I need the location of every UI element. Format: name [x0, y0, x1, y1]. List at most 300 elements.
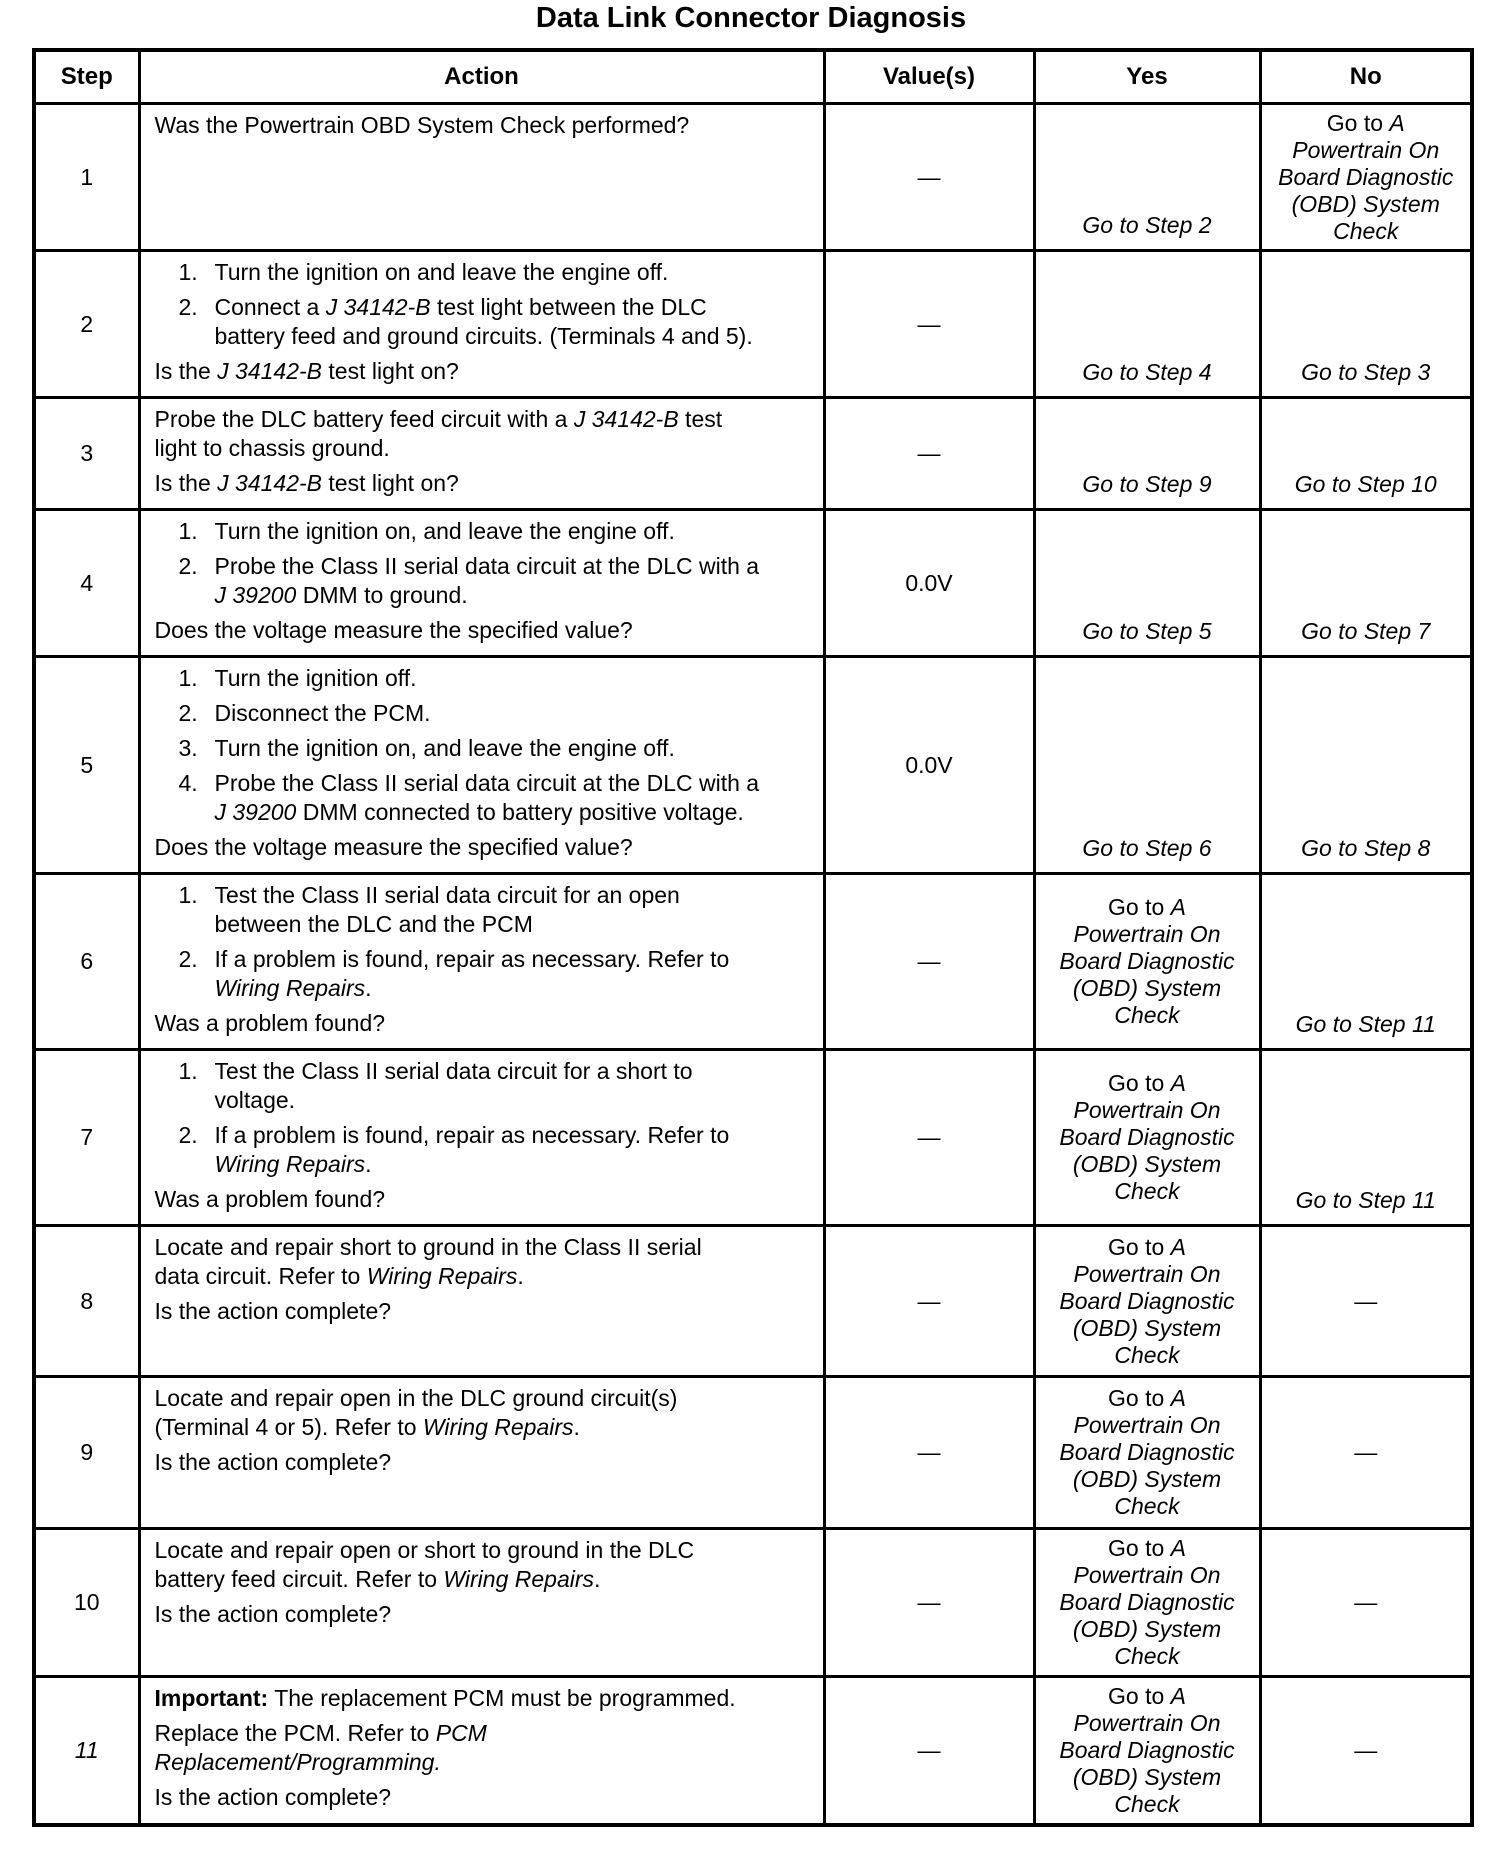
no-cell [1260, 1050, 1472, 1226]
action-paragraph [155, 1384, 815, 1442]
text-segment: Probe the Class II serial data circuit at the DLC with a [214, 553, 760, 579]
text-segment: If a problem is found, repair as necessary. Refer to [214, 1122, 730, 1148]
table-row [34, 398, 1472, 510]
col-header-step: Step [34, 50, 139, 104]
action-cell [139, 251, 824, 398]
text-segment: — [1354, 1439, 1378, 1465]
text-segment: Important: [154, 1685, 269, 1711]
text-segment: — [917, 163, 941, 190]
text-segment: A [1389, 109, 1405, 136]
list-number: 1. [178, 882, 198, 908]
text-segment: Go to Step 7 [1301, 618, 1431, 644]
table-row [34, 1529, 1472, 1677]
obd-line [1042, 1589, 1253, 1616]
text-segment: (OBD) System [1072, 1151, 1222, 1177]
text-segment: Board Diagnostic [1059, 1589, 1235, 1615]
value-cell [824, 874, 1034, 1050]
text-segment: (OBD) System [1291, 190, 1440, 217]
yes-cell [1034, 1529, 1260, 1677]
obd-line [1042, 1178, 1253, 1205]
obd-line [1042, 1097, 1253, 1124]
text-segment: (OBD) System [1072, 1763, 1222, 1790]
action-cell [139, 1677, 824, 1825]
no-cell [1260, 657, 1472, 874]
text-segment: J 34142-B [573, 406, 679, 432]
text-segment: DMM to ground. [296, 582, 468, 608]
action-cell [139, 510, 824, 657]
obd-line [1042, 1234, 1253, 1261]
no-cell [1260, 1677, 1472, 1825]
text-segment: — [917, 310, 941, 337]
text-segment: Go to Step 6 [1082, 835, 1212, 861]
text-segment: Test the Class II serial data circuit for an open [214, 882, 680, 908]
yes-cell [1034, 874, 1260, 1050]
text-segment: Is the action complete? [154, 1784, 392, 1810]
text-segment: Go to [1108, 1535, 1171, 1561]
no-cell [1260, 398, 1472, 510]
text-segment: Go to Step 9 [1082, 471, 1212, 497]
diagnosis-table [32, 48, 1474, 1827]
text-segment: test [678, 406, 723, 432]
text-segment: . [365, 1151, 372, 1177]
text-segment: A [1170, 1682, 1186, 1709]
text-segment: Go to [1108, 1233, 1171, 1260]
table-row [34, 1050, 1472, 1226]
action-list-item [155, 734, 815, 763]
text-segment: . [517, 1263, 524, 1289]
text-segment: Go to Step 4 [1082, 359, 1212, 385]
list-number: 2. [178, 946, 198, 972]
text-segment: A [1170, 1385, 1186, 1411]
text-segment: Disconnect the PCM. [214, 700, 431, 726]
action-cell [139, 874, 824, 1050]
text-segment: test light on? [322, 358, 459, 384]
col-header-action: Action [139, 50, 824, 104]
text-segment: Go to [1108, 1385, 1171, 1411]
dash-line [832, 1589, 1027, 1616]
text-segment: J 34142-B [217, 358, 323, 384]
text-segment: Go to Step 3 [1301, 359, 1431, 385]
yes-cell [1034, 398, 1260, 510]
action-list-item [155, 945, 815, 1003]
action-list-item [155, 1057, 815, 1115]
step-cell: 4 [34, 510, 139, 657]
action-list-item [155, 769, 815, 827]
action-list-item [155, 517, 815, 546]
text-segment: Is the action complete? [154, 1449, 392, 1475]
action-paragraph [155, 1185, 815, 1214]
text-segment: Turn the ignition on, and leave the engine off. [214, 735, 675, 761]
text-segment: (OBD) System [1072, 1616, 1222, 1642]
yes-cell [1034, 657, 1260, 874]
value-cell [824, 657, 1034, 874]
dash-line [832, 440, 1027, 467]
table-row [34, 874, 1472, 1050]
text-segment: Go to Step 8 [1301, 835, 1431, 861]
obd-line [1042, 1643, 1253, 1670]
value-cell [824, 251, 1034, 398]
value-cell [824, 510, 1034, 657]
goto-line [1268, 618, 1465, 645]
obd-line [1042, 921, 1253, 948]
text-segment: Board Diagnostic [1059, 1736, 1235, 1763]
text-segment: Wiring Repairs [443, 1566, 595, 1592]
no-cell [1260, 1226, 1472, 1377]
text-segment: — [917, 1287, 941, 1314]
action-cell [139, 1529, 824, 1677]
text-segment: Does the voltage measure the specified value? [154, 617, 633, 643]
text-segment: The replacement PCM must be programmed. [268, 1685, 736, 1711]
text-segment: Go to Step 2 [1082, 212, 1212, 238]
goto-line [1042, 471, 1253, 498]
list-number: 1. [178, 1058, 198, 1084]
obd-line [1042, 894, 1253, 921]
text-segment: Was the Powertrain OBD System Check performed? [154, 112, 690, 138]
step-cell: 5 [34, 657, 139, 874]
action-paragraph [155, 1009, 815, 1038]
text-segment: J 34142-B [325, 294, 431, 320]
dash-line [832, 164, 1027, 191]
text-segment: J 39200 [214, 582, 297, 608]
text-segment: Connect a [214, 294, 326, 320]
value-cell [824, 104, 1034, 251]
text-segment: A [1170, 1535, 1186, 1561]
text-segment: Board Diagnostic [1059, 948, 1235, 974]
obd-line [1042, 1493, 1253, 1520]
text-segment: Is the [154, 470, 218, 496]
text-segment: — [917, 948, 941, 974]
text-segment: Powertrain On [1073, 921, 1221, 947]
col-header-yes: Yes [1034, 50, 1260, 104]
obd-line [1042, 1737, 1253, 1764]
dash-line [832, 948, 1027, 975]
no-cell [1260, 1377, 1472, 1529]
goto-line [1042, 212, 1253, 239]
text-segment: battery feed and ground circuits. (Terminals 4 and 5). [214, 323, 753, 349]
text-segment: J 39200 [214, 799, 297, 825]
text-segment: Go to [1108, 894, 1171, 920]
step-cell: 11 [34, 1677, 139, 1825]
text-segment: Wiring Repairs [214, 975, 366, 1001]
text-segment: . [573, 1414, 580, 1440]
list-number: 2. [178, 1122, 198, 1148]
action-paragraph [155, 469, 815, 498]
table-row [34, 1226, 1472, 1377]
action-list-item [155, 664, 815, 693]
text-segment: PCM [435, 1720, 487, 1746]
text-segment: — [917, 1589, 941, 1615]
action-paragraph [155, 1684, 815, 1713]
text-segment: DMM connected to battery positive voltage. [296, 799, 744, 825]
table-row [34, 251, 1472, 398]
action-cell [139, 657, 824, 874]
yes-cell [1034, 1226, 1260, 1377]
text-segment: Go to Step 10 [1294, 471, 1437, 497]
text-segment: — [1354, 1736, 1378, 1763]
text-segment: (OBD) System [1072, 975, 1222, 1001]
step-cell: 3 [34, 398, 139, 510]
text-segment: (Terminal 4 or 5). Refer to [154, 1414, 423, 1440]
text-segment: Board Diagnostic [1059, 1287, 1235, 1314]
text-segment: Wiring Repairs [422, 1414, 574, 1440]
obd-line [1042, 1315, 1253, 1342]
col-header-no: No [1260, 50, 1472, 104]
text-segment: Go to Step 11 [1295, 1011, 1436, 1037]
obd-line [1042, 1002, 1253, 1029]
goto-line [1268, 359, 1465, 386]
action-paragraph [155, 833, 815, 862]
text-segment: Check [1114, 1643, 1180, 1669]
obd-line [1042, 1288, 1253, 1315]
text-segment: Check [1333, 217, 1399, 244]
text-segment: Was a problem found? [154, 1010, 386, 1036]
value-line [832, 570, 1027, 597]
text-segment: Check [1114, 1493, 1180, 1519]
text-segment: . [365, 975, 372, 1001]
text-segment: A [1170, 894, 1186, 920]
header-row [34, 50, 1472, 104]
yes-cell [1034, 1677, 1260, 1825]
table-row [34, 657, 1472, 874]
action-cell [139, 398, 824, 510]
text-segment: Powertrain On [1073, 1709, 1221, 1736]
text-segment: Is the action complete? [154, 1298, 392, 1324]
text-segment: — [917, 440, 941, 466]
text-segment: — [917, 1439, 941, 1465]
text-segment: Check [1114, 1341, 1180, 1368]
text-segment: Probe the DLC battery feed circuit with a [154, 406, 574, 432]
action-list-item [155, 293, 815, 351]
action-list-item [155, 699, 815, 728]
obd-line [1042, 1466, 1253, 1493]
text-segment: Check [1114, 1790, 1180, 1817]
goto-line [1268, 471, 1465, 498]
step-cell: 6 [34, 874, 139, 1050]
text-segment: Replacement/Programming. [154, 1749, 441, 1775]
goto-line [1042, 835, 1253, 862]
text-segment: Is the action complete? [154, 1601, 392, 1627]
text-segment: test light between the DLC [430, 294, 707, 320]
text-segment: Board Diagnostic [1059, 1439, 1235, 1465]
value-cell [824, 398, 1034, 510]
text-segment: . [594, 1566, 601, 1592]
text-segment: If a problem is found, repair as necessary. Refer to [214, 946, 730, 972]
step-cell: 10 [34, 1529, 139, 1677]
obd-line [1042, 1070, 1253, 1097]
text-segment: Does the voltage measure the specified value? [154, 834, 633, 860]
action-paragraph [155, 357, 815, 386]
action-paragraph [155, 1600, 815, 1629]
obd-line [1042, 1151, 1253, 1178]
text-segment: 0.0V [905, 569, 953, 596]
action-list-item [155, 881, 815, 939]
action-paragraph [155, 1783, 815, 1812]
no-cell [1260, 510, 1472, 657]
text-segment: Powertrain On [1073, 1412, 1221, 1438]
table-row [34, 1677, 1472, 1825]
text-segment: Board Diagnostic [1278, 163, 1454, 190]
list-number: 1. [178, 518, 198, 544]
obd-line [1042, 1385, 1253, 1412]
goto-line [1042, 618, 1253, 645]
obd-line [1268, 191, 1465, 218]
text-segment: Powertrain On [1073, 1097, 1221, 1123]
action-cell [139, 1050, 824, 1226]
obd-line [1042, 1342, 1253, 1369]
table-row [34, 104, 1472, 251]
step-cell: 7 [34, 1050, 139, 1226]
dash-line [1268, 1737, 1465, 1764]
no-cell [1260, 874, 1472, 1050]
obd-line [1268, 110, 1465, 137]
action-list-item [155, 552, 815, 610]
value-cell [824, 1529, 1034, 1677]
value-cell [824, 1377, 1034, 1529]
step-cell: 8 [34, 1226, 139, 1377]
text-segment: Wiring Repairs [214, 1151, 366, 1177]
yes-cell [1034, 510, 1260, 657]
action-cell [139, 104, 824, 251]
obd-line [1042, 1261, 1253, 1288]
table-row [34, 510, 1472, 657]
list-number: 2. [178, 553, 198, 579]
text-segment: Check [1114, 1178, 1180, 1204]
text-segment: Go to [1326, 109, 1390, 136]
goto-line [1268, 835, 1465, 862]
value-cell [824, 1677, 1034, 1825]
dash-line [832, 1439, 1027, 1466]
list-number: 1. [178, 259, 198, 285]
value-line [832, 752, 1027, 779]
text-segment: test light on? [322, 470, 459, 496]
text-segment: Test the Class II serial data circuit for a short to [214, 1058, 693, 1084]
action-paragraph [155, 405, 815, 463]
action-cell [139, 1377, 824, 1529]
text-segment: Go to [1108, 1682, 1171, 1709]
text-segment: Locate and repair open or short to ground in the DLC [154, 1537, 695, 1563]
dash-line [832, 311, 1027, 338]
dash-line [1268, 1589, 1465, 1616]
action-paragraph [155, 616, 815, 645]
text-segment: Was a problem found? [154, 1186, 386, 1212]
text-segment: Turn the ignition off. [214, 665, 417, 691]
text-segment: Powertrain On [1292, 136, 1440, 163]
action-paragraph [155, 1719, 815, 1777]
list-number: 3. [178, 735, 198, 761]
obd-line [1042, 1124, 1253, 1151]
action-paragraph [155, 1297, 815, 1326]
dash-line [832, 1288, 1027, 1315]
value-cell [824, 1050, 1034, 1226]
action-paragraph [155, 1233, 815, 1291]
obd-line [1042, 975, 1253, 1002]
dash-line [832, 1124, 1027, 1151]
list-number: 4. [178, 770, 198, 796]
value-cell [824, 1226, 1034, 1377]
text-segment: Check [1114, 1002, 1180, 1028]
text-segment: (OBD) System [1072, 1466, 1222, 1492]
action-cell [139, 1226, 824, 1377]
goto-line [1042, 359, 1253, 386]
obd-line [1268, 137, 1465, 164]
action-paragraph [155, 1448, 815, 1477]
text-segment: Board Diagnostic [1059, 1124, 1235, 1150]
step-cell: 9 [34, 1377, 139, 1529]
obd-line [1042, 1535, 1253, 1562]
no-cell [1260, 1529, 1472, 1677]
text-segment: Locate and repair open in the DLC ground circuit(s) [154, 1385, 678, 1411]
list-number: 2. [178, 294, 198, 320]
table-body [34, 104, 1472, 1825]
no-cell [1260, 251, 1472, 398]
yes-cell [1034, 1050, 1260, 1226]
obd-line [1042, 1616, 1253, 1643]
goto-line [1268, 1011, 1465, 1038]
step-cell: 1 [34, 104, 139, 251]
goto-line [1268, 1187, 1465, 1214]
obd-line [1042, 1562, 1253, 1589]
text-segment: data circuit. Refer to [154, 1263, 367, 1289]
text-segment: battery feed circuit. Refer to [154, 1566, 444, 1592]
text-segment: — [917, 1124, 941, 1150]
text-segment: J 34142-B [217, 470, 323, 496]
text-segment: (OBD) System [1072, 1314, 1222, 1341]
col-header-values: Value(s) [824, 50, 1034, 104]
action-paragraph [155, 1536, 815, 1594]
text-segment: Wiring Repairs [366, 1263, 518, 1289]
text-segment: — [1354, 1287, 1378, 1314]
text-segment: Turn the ignition on, and leave the engine off. [214, 518, 675, 544]
obd-line [1042, 948, 1253, 975]
text-segment: between the DLC and the PCM [214, 911, 533, 937]
yes-cell [1034, 251, 1260, 398]
obd-line [1268, 218, 1465, 245]
text-segment: light to chassis ground. [154, 435, 390, 461]
text-segment: Locate and repair short to ground in the Class II serial [154, 1234, 702, 1260]
action-list-item [155, 1121, 815, 1179]
table-row [34, 1377, 1472, 1529]
dash-line [1268, 1288, 1465, 1315]
obd-line [1042, 1764, 1253, 1791]
dash-line [832, 1737, 1027, 1764]
text-segment: A [1170, 1233, 1186, 1260]
obd-line [1268, 164, 1465, 191]
text-segment: Is the [154, 358, 218, 384]
text-segment: Powertrain On [1073, 1260, 1221, 1287]
text-segment: 0.0V [905, 751, 953, 778]
text-segment: A [1170, 1070, 1186, 1096]
action-paragraph [155, 111, 815, 140]
obd-line [1042, 1791, 1253, 1818]
obd-line [1042, 1710, 1253, 1737]
text-segment: — [1354, 1589, 1378, 1615]
yes-cell [1034, 1377, 1260, 1529]
list-number: 2. [178, 700, 198, 726]
obd-line [1042, 1683, 1253, 1710]
page-title: Data Link Connector Diagnosis [535, 2, 967, 34]
text-segment: voltage. [214, 1087, 296, 1113]
dash-line [1268, 1439, 1465, 1466]
text-segment: Replace the PCM. Refer to [154, 1720, 436, 1746]
obd-line [1042, 1412, 1253, 1439]
no-cell [1260, 104, 1472, 251]
text-segment: — [917, 1736, 941, 1763]
text-segment: Go to [1108, 1070, 1171, 1096]
step-cell: 2 [34, 251, 139, 398]
text-segment: Probe the Class II serial data circuit at the DLC with a [214, 770, 760, 796]
text-segment: Turn the ignition on and leave the engine off. [214, 259, 669, 285]
text-segment: Go to Step 5 [1082, 618, 1212, 644]
